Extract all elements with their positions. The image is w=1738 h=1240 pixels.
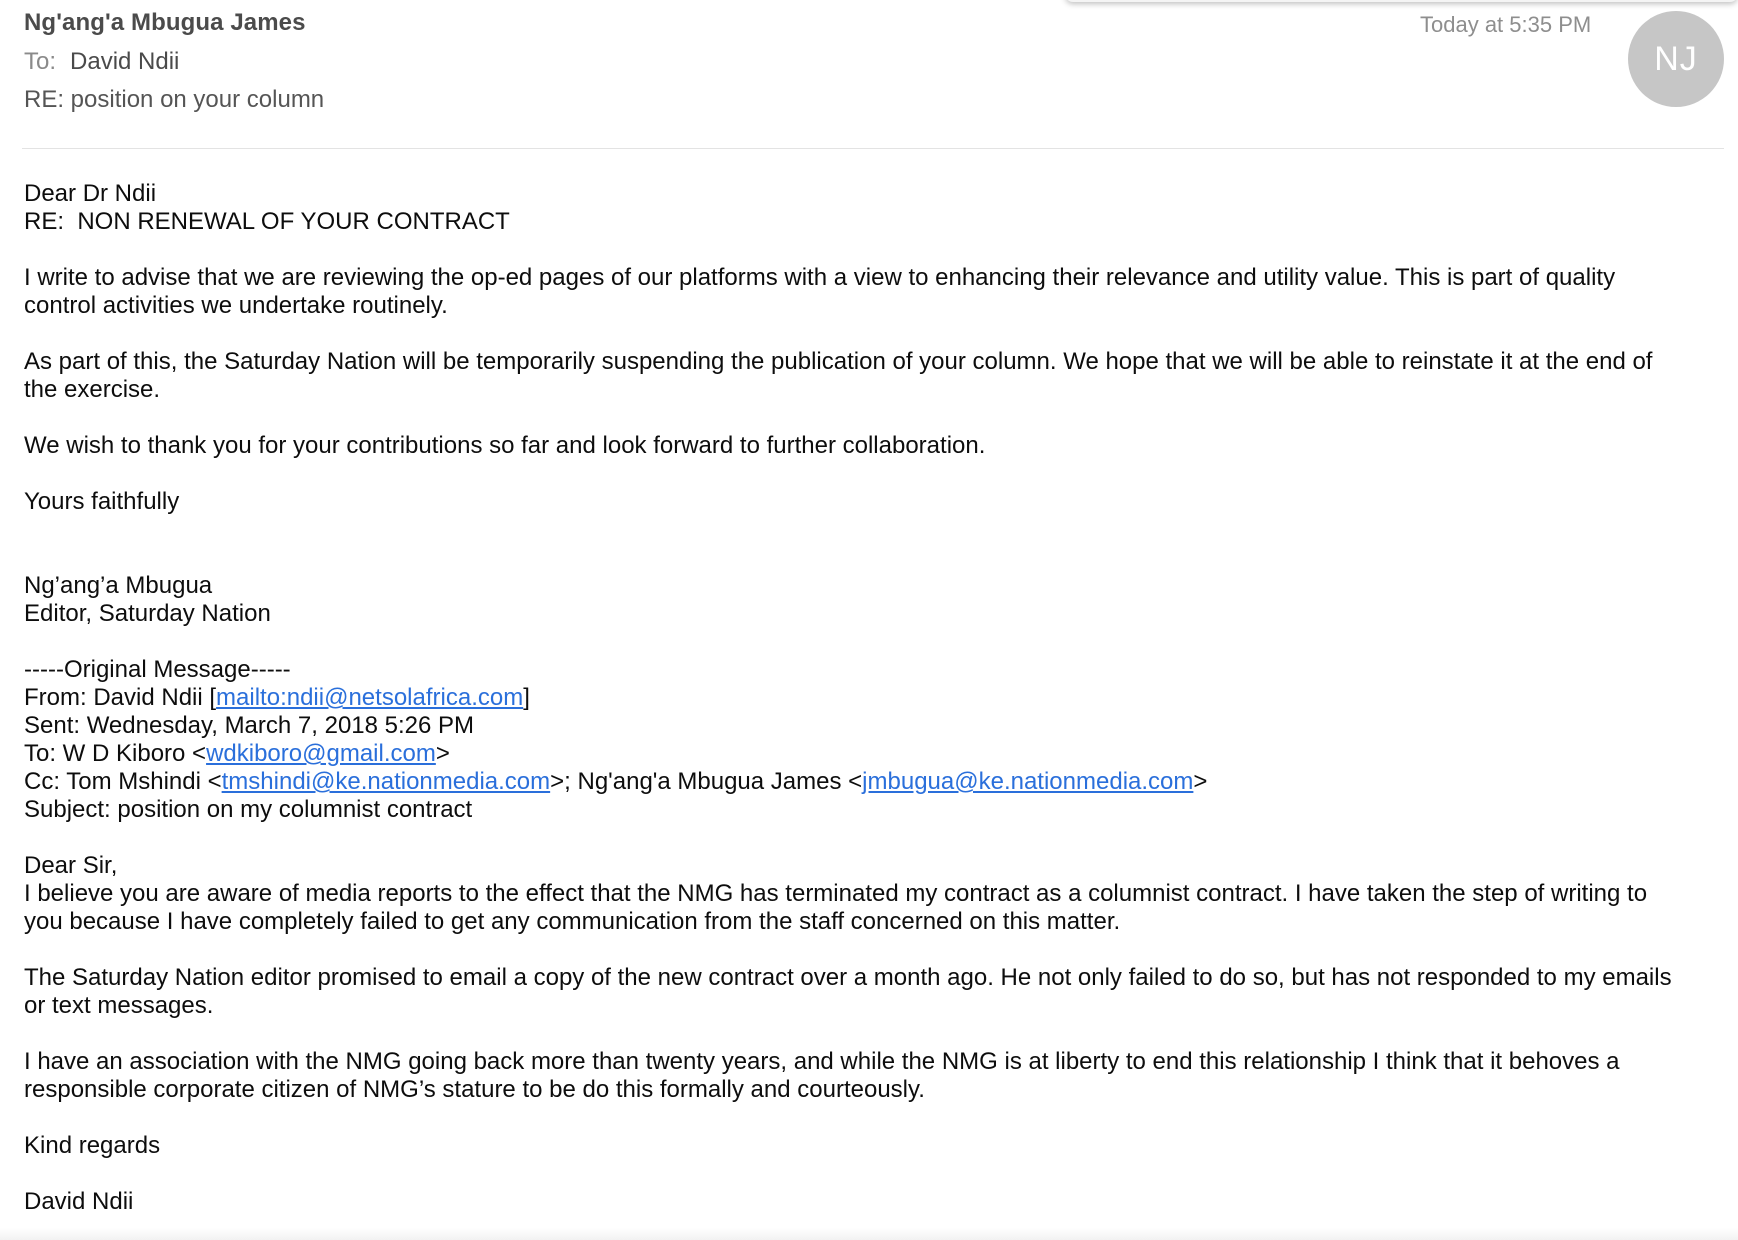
original-signature: David Ndii <box>24 1188 134 1215</box>
original-paragraph-3: I have an association with the NMG going back more than twenty years, and while the NMG is at liberty to end this relationship I think that it behoves a responsible corporate citizen of NMG’s stature to be do this formally and courteously. <box>24 1048 1620 1103</box>
spacer <box>24 1104 1684 1132</box>
to-suffix: > <box>435 740 450 767</box>
from-suffix: ] <box>523 684 530 711</box>
spacer <box>24 936 1684 964</box>
to-email-link[interactable]: wdkiboro@gmail.com <box>206 740 436 767</box>
to-prefix: To: W D Kiboro < <box>24 740 207 767</box>
to-label: To: <box>24 48 57 75</box>
reply-paragraph-2: As part of this, the Saturday Nation will be temporarily suspending the publication of your column. We hope that we will be able to reinstate it at the end of the exercise. <box>24 348 1653 403</box>
spacer <box>24 320 1684 348</box>
recipient-row <box>24 48 179 76</box>
sender-avatar[interactable] <box>1628 11 1724 107</box>
original-sent-line: Sent: Wednesday, March 7, 2018 5:26 PM <box>24 712 475 739</box>
spacer <box>24 1020 1684 1048</box>
reply-paragraph-1: I write to advise that we are reviewing the op-ed pages of our platforms with a view to enhancing their relevance and utility value. This is part of quality control activities we undertake routinely. <box>24 264 1616 319</box>
from-prefix: From: David Ndii [ <box>24 684 217 711</box>
original-cc-line <box>24 768 1684 796</box>
cc-suffix: > <box>1193 768 1208 795</box>
spacer <box>24 460 1684 488</box>
header-divider <box>22 148 1724 149</box>
reply-signature-title: Editor, Saturday Nation <box>24 600 271 627</box>
spacer <box>24 516 1684 572</box>
reply-salutation: Dear Dr Ndii <box>24 180 157 207</box>
original-closing: Kind regards <box>24 1132 161 1159</box>
spacer <box>24 824 1684 852</box>
spacer <box>24 236 1684 264</box>
spacer <box>24 404 1684 432</box>
original-to-line <box>24 740 1684 768</box>
message-body <box>24 180 1684 1216</box>
reply-signature-name: Ng’ang’a Mbugua <box>24 572 213 599</box>
original-paragraph-2: The Saturday Nation editor promised to email a copy of the new contract over a month ago. He not only failed to do so, but has not responded to my emails or text messages. <box>24 964 1672 1019</box>
from-mailto-link[interactable]: mailto:ndii@netsolafrica.com <box>216 684 524 711</box>
original-message-separator: -----Original Message----- <box>24 656 291 683</box>
message-subject: RE: position on your column <box>24 86 325 113</box>
spacer <box>24 1160 1684 1188</box>
recipient-name[interactable]: David Ndii <box>70 48 180 75</box>
original-paragraph-1: I believe you are aware of media reports to the effect that the NMG has terminated my contract as a columnist contract. I have taken the step of writing to you because I have completely failed to get any communication from the staff concerned on this matter. <box>24 880 1648 935</box>
reply-paragraph-3: We wish to thank you for your contributions so far and look forward to further collaboration. <box>24 432 986 459</box>
original-salutation: Dear Sir, <box>24 852 118 879</box>
message-timestamp: Today at 5:35 PM <box>1420 12 1592 37</box>
original-subject-line: Subject: position on my columnist contract <box>24 796 473 823</box>
reply-re-line: RE: NON RENEWAL OF YOUR CONTRACT <box>24 208 510 235</box>
bottom-edge <box>0 1228 1738 1240</box>
cc-prefix: Cc: Tom Mshindi < <box>24 768 222 795</box>
message-header <box>0 0 1738 150</box>
avatar-initials: NJ <box>1654 39 1698 78</box>
reply-closing: Yours faithfully <box>24 488 180 515</box>
cc-email-link-1[interactable]: tmshindi@ke.nationmedia.com <box>221 768 551 795</box>
cc-email-link-2[interactable]: jmbugua@ke.nationmedia.com <box>862 768 1194 795</box>
spacer <box>24 628 1684 656</box>
cc-middle: >; Ng'ang'a Mbugua James < <box>550 768 863 795</box>
original-from-line <box>24 684 1684 712</box>
sender-name[interactable]: Ng'ang'a Mbugua James <box>24 9 306 36</box>
